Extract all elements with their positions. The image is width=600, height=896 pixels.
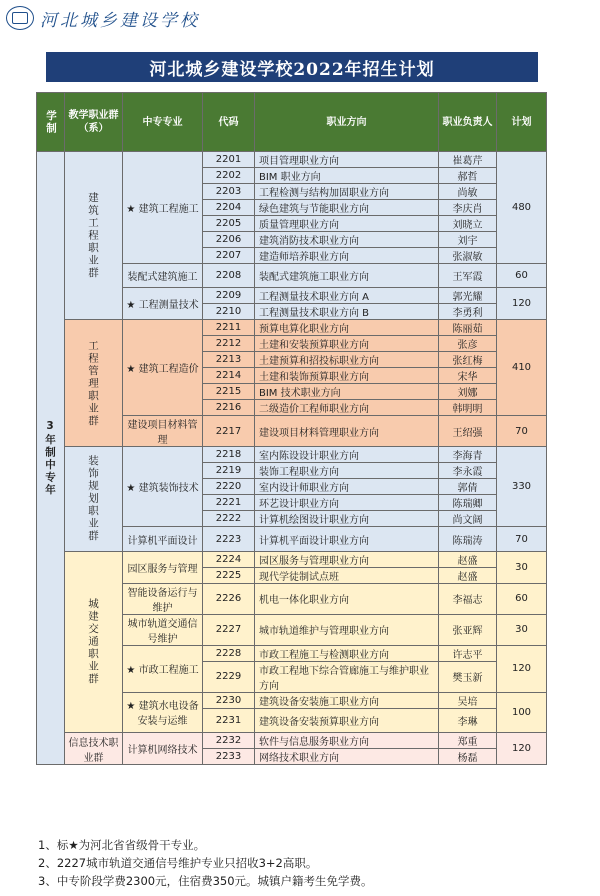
code-cell: 2217 bbox=[203, 416, 255, 447]
table-row bbox=[37, 551, 547, 567]
leader-cell: 李琳 bbox=[439, 708, 497, 732]
code-cell: 2212 bbox=[203, 336, 255, 352]
col-header-leader: 职业负责人 bbox=[439, 93, 497, 152]
leader-cell: 郑重 bbox=[439, 733, 497, 749]
direction-cell: 园区服务与管理职业方向 bbox=[255, 551, 439, 567]
code-cell: 2226 bbox=[203, 583, 255, 614]
plan-cell: 60 bbox=[497, 264, 547, 288]
plan-cell: 70 bbox=[497, 527, 547, 551]
leader-cell: 赵盛 bbox=[439, 567, 497, 583]
code-cell: 2202 bbox=[203, 168, 255, 184]
direction-cell: 环艺设计职业方向 bbox=[255, 495, 439, 511]
school-name: 河北城乡建设学校 bbox=[40, 10, 200, 31]
leader-cell: 许志平 bbox=[439, 645, 497, 661]
plan-cell: 480 bbox=[497, 152, 547, 264]
plan-cell: 330 bbox=[497, 447, 547, 527]
major-cell: ★ 建筑工程造价 bbox=[123, 320, 203, 416]
table-row bbox=[37, 733, 547, 749]
major-cell: 城市轨道交通信号维护 bbox=[123, 614, 203, 645]
major-cell: ★ 建筑装饰技术 bbox=[123, 447, 203, 527]
direction-cell: 建设项目材料管理职业方向 bbox=[255, 416, 439, 447]
leader-cell: 李勇利 bbox=[439, 304, 497, 320]
code-cell: 2223 bbox=[203, 527, 255, 551]
direction-cell: 土建预算和招投标职业方向 bbox=[255, 352, 439, 368]
leader-cell: 刘晓立 bbox=[439, 216, 497, 232]
direction-cell: 建造师培养职业方向 bbox=[255, 248, 439, 264]
leader-cell: 陈瑞卿 bbox=[439, 495, 497, 511]
code-cell: 2201 bbox=[203, 152, 255, 168]
direction-cell: 建筑设备安装预算职业方向 bbox=[255, 708, 439, 732]
code-cell: 2227 bbox=[203, 614, 255, 645]
leader-cell: 杨磊 bbox=[439, 749, 497, 765]
plan-cell: 410 bbox=[497, 320, 547, 416]
plan-cell: 100 bbox=[497, 692, 547, 732]
direction-cell: 土建和安装预算职业方向 bbox=[255, 336, 439, 352]
group-cell: 建筑工程职业群 bbox=[65, 152, 123, 320]
direction-cell: 装饰工程职业方向 bbox=[255, 463, 439, 479]
code-cell: 2210 bbox=[203, 304, 255, 320]
leader-cell: 陈丽茹 bbox=[439, 320, 497, 336]
direction-cell: 计算机绘图设计职业方向 bbox=[255, 511, 439, 527]
leader-cell: 尚文阔 bbox=[439, 511, 497, 527]
direction-cell: BIM 技术职业方向 bbox=[255, 384, 439, 400]
leader-cell: 刘娜 bbox=[439, 384, 497, 400]
plan-cell: 30 bbox=[497, 614, 547, 645]
major-cell: 计算机网络技术 bbox=[123, 733, 203, 765]
plan-cell: 70 bbox=[497, 416, 547, 447]
group-cell: 城建交通职业群 bbox=[65, 551, 123, 732]
direction-cell: 建筑消防技术职业方向 bbox=[255, 232, 439, 248]
leader-cell: 李海青 bbox=[439, 447, 497, 463]
leader-cell: 李永霞 bbox=[439, 463, 497, 479]
major-cell: 建设项目材料管理 bbox=[123, 416, 203, 447]
leader-cell: 郝哲 bbox=[439, 168, 497, 184]
code-cell: 2203 bbox=[203, 184, 255, 200]
leader-cell: 宋华 bbox=[439, 368, 497, 384]
direction-cell: BIM 职业方向 bbox=[255, 168, 439, 184]
direction-cell: 土建和装饰预算职业方向 bbox=[255, 368, 439, 384]
leader-cell: 崔葛芹 bbox=[439, 152, 497, 168]
direction-cell: 工程测量技术职业方向 B bbox=[255, 304, 439, 320]
direction-cell: 市政工程施工与检测职业方向 bbox=[255, 645, 439, 661]
direction-cell: 机电一体化职业方向 bbox=[255, 583, 439, 614]
code-cell: 2219 bbox=[203, 463, 255, 479]
plan-cell: 30 bbox=[497, 551, 547, 583]
leader-cell: 陈瑞涛 bbox=[439, 527, 497, 551]
code-cell: 2206 bbox=[203, 232, 255, 248]
plan-cell: 120 bbox=[497, 733, 547, 765]
page-title: 河北城乡建设学校2022年招生计划 bbox=[149, 59, 435, 80]
direction-cell: 市政工程地下综合管廊施工与维护职业方向 bbox=[255, 661, 439, 692]
leader-cell: 张淑敏 bbox=[439, 248, 497, 264]
leader-cell: 樊玉新 bbox=[439, 661, 497, 692]
col-header-direction: 职业方向 bbox=[255, 93, 439, 152]
notes bbox=[38, 836, 373, 890]
code-cell: 2232 bbox=[203, 733, 255, 749]
note-2: 2、2227城市轨道交通信号维护专业只招收3+2高职。 bbox=[38, 856, 318, 870]
col-header-code: 代码 bbox=[203, 93, 255, 152]
col-header-plan: 计划 bbox=[497, 93, 547, 152]
table-row bbox=[37, 320, 547, 336]
leader-cell: 王军霞 bbox=[439, 264, 497, 288]
code-cell: 2211 bbox=[203, 320, 255, 336]
leader-cell: 李福志 bbox=[439, 583, 497, 614]
direction-cell: 软件与信息服务职业方向 bbox=[255, 733, 439, 749]
code-cell: 2229 bbox=[203, 661, 255, 692]
leader-cell: 郭光耀 bbox=[439, 288, 497, 304]
group-cell: 工程管理职业群 bbox=[65, 320, 123, 447]
major-cell: 智能设备运行与维护 bbox=[123, 583, 203, 614]
major-cell: ★ 建筑水电设备安装与运维 bbox=[123, 692, 203, 732]
enrollment-plan-table bbox=[36, 92, 547, 765]
code-cell: 2222 bbox=[203, 511, 255, 527]
col-header-major: 中专专业 bbox=[123, 93, 203, 152]
title-banner bbox=[46, 52, 538, 82]
note-3: 3、中专阶段学费2300元，住宿费350元。城镇户籍考生免学费。 bbox=[38, 874, 373, 888]
xuezhi-cell: 3年制中专年 bbox=[37, 152, 65, 765]
major-cell: 装配式建筑施工 bbox=[123, 264, 203, 288]
direction-cell: 计算机平面设计职业方向 bbox=[255, 527, 439, 551]
code-cell: 2224 bbox=[203, 551, 255, 567]
code-cell: 2221 bbox=[203, 495, 255, 511]
direction-cell: 工程检测与结构加固职业方向 bbox=[255, 184, 439, 200]
leader-cell: 赵盛 bbox=[439, 551, 497, 567]
direction-cell: 建筑设备安装施工职业方向 bbox=[255, 692, 439, 708]
major-cell: 计算机平面设计 bbox=[123, 527, 203, 551]
plan-cell: 120 bbox=[497, 645, 547, 692]
direction-cell: 预算电算化职业方向 bbox=[255, 320, 439, 336]
group-cell: 信息技术职业群 bbox=[65, 733, 123, 765]
leader-cell: 刘宇 bbox=[439, 232, 497, 248]
table-header-row bbox=[37, 93, 547, 152]
direction-cell: 城市轨道维护与管理职业方向 bbox=[255, 614, 439, 645]
code-cell: 2209 bbox=[203, 288, 255, 304]
col-header-group: 教学职业群（系） bbox=[65, 93, 123, 152]
code-cell: 2228 bbox=[203, 645, 255, 661]
direction-cell: 二级造价工程师职业方向 bbox=[255, 400, 439, 416]
code-cell: 2216 bbox=[203, 400, 255, 416]
code-cell: 2214 bbox=[203, 368, 255, 384]
code-cell: 2225 bbox=[203, 567, 255, 583]
code-cell: 2233 bbox=[203, 749, 255, 765]
school-emblem-icon bbox=[6, 6, 34, 30]
leader-cell: 张亚辉 bbox=[439, 614, 497, 645]
leader-cell: 张彦 bbox=[439, 336, 497, 352]
direction-cell: 现代学徒制试点班 bbox=[255, 567, 439, 583]
code-cell: 2231 bbox=[203, 708, 255, 732]
direction-cell: 室内陈设设计职业方向 bbox=[255, 447, 439, 463]
major-cell: ★ 建筑工程施工 bbox=[123, 152, 203, 264]
plan-cell: 60 bbox=[497, 583, 547, 614]
direction-cell: 工程测量技术职业方向 A bbox=[255, 288, 439, 304]
leader-cell: 吴培 bbox=[439, 692, 497, 708]
code-cell: 2204 bbox=[203, 200, 255, 216]
leader-cell: 张红梅 bbox=[439, 352, 497, 368]
col-header-xuezhi: 学制 bbox=[37, 93, 65, 152]
leader-cell: 郭倩 bbox=[439, 479, 497, 495]
direction-cell: 绿色建筑与节能职业方向 bbox=[255, 200, 439, 216]
group-cell: 装饰规划职业群 bbox=[65, 447, 123, 551]
major-cell: ★ 市政工程施工 bbox=[123, 645, 203, 692]
direction-cell: 室内设计师职业方向 bbox=[255, 479, 439, 495]
direction-cell: 项目管理职业方向 bbox=[255, 152, 439, 168]
code-cell: 2207 bbox=[203, 248, 255, 264]
direction-cell: 质量管理职业方向 bbox=[255, 216, 439, 232]
code-cell: 2208 bbox=[203, 264, 255, 288]
direction-cell: 装配式建筑施工职业方向 bbox=[255, 264, 439, 288]
page-header bbox=[6, 4, 200, 32]
code-cell: 2205 bbox=[203, 216, 255, 232]
table-row bbox=[37, 152, 547, 168]
leader-cell: 尚敏 bbox=[439, 184, 497, 200]
note-1: 1、标★为河北省省级骨干专业。 bbox=[38, 838, 206, 852]
plan-cell: 120 bbox=[497, 288, 547, 320]
code-cell: 2218 bbox=[203, 447, 255, 463]
code-cell: 2220 bbox=[203, 479, 255, 495]
code-cell: 2230 bbox=[203, 692, 255, 708]
table-row bbox=[37, 447, 547, 463]
leader-cell: 韩明明 bbox=[439, 400, 497, 416]
major-cell: ★ 工程测量技术 bbox=[123, 288, 203, 320]
leader-cell: 王绍强 bbox=[439, 416, 497, 447]
code-cell: 2215 bbox=[203, 384, 255, 400]
code-cell: 2213 bbox=[203, 352, 255, 368]
leader-cell: 李庆肖 bbox=[439, 200, 497, 216]
major-cell: 园区服务与管理 bbox=[123, 551, 203, 583]
direction-cell: 网络技术职业方向 bbox=[255, 749, 439, 765]
